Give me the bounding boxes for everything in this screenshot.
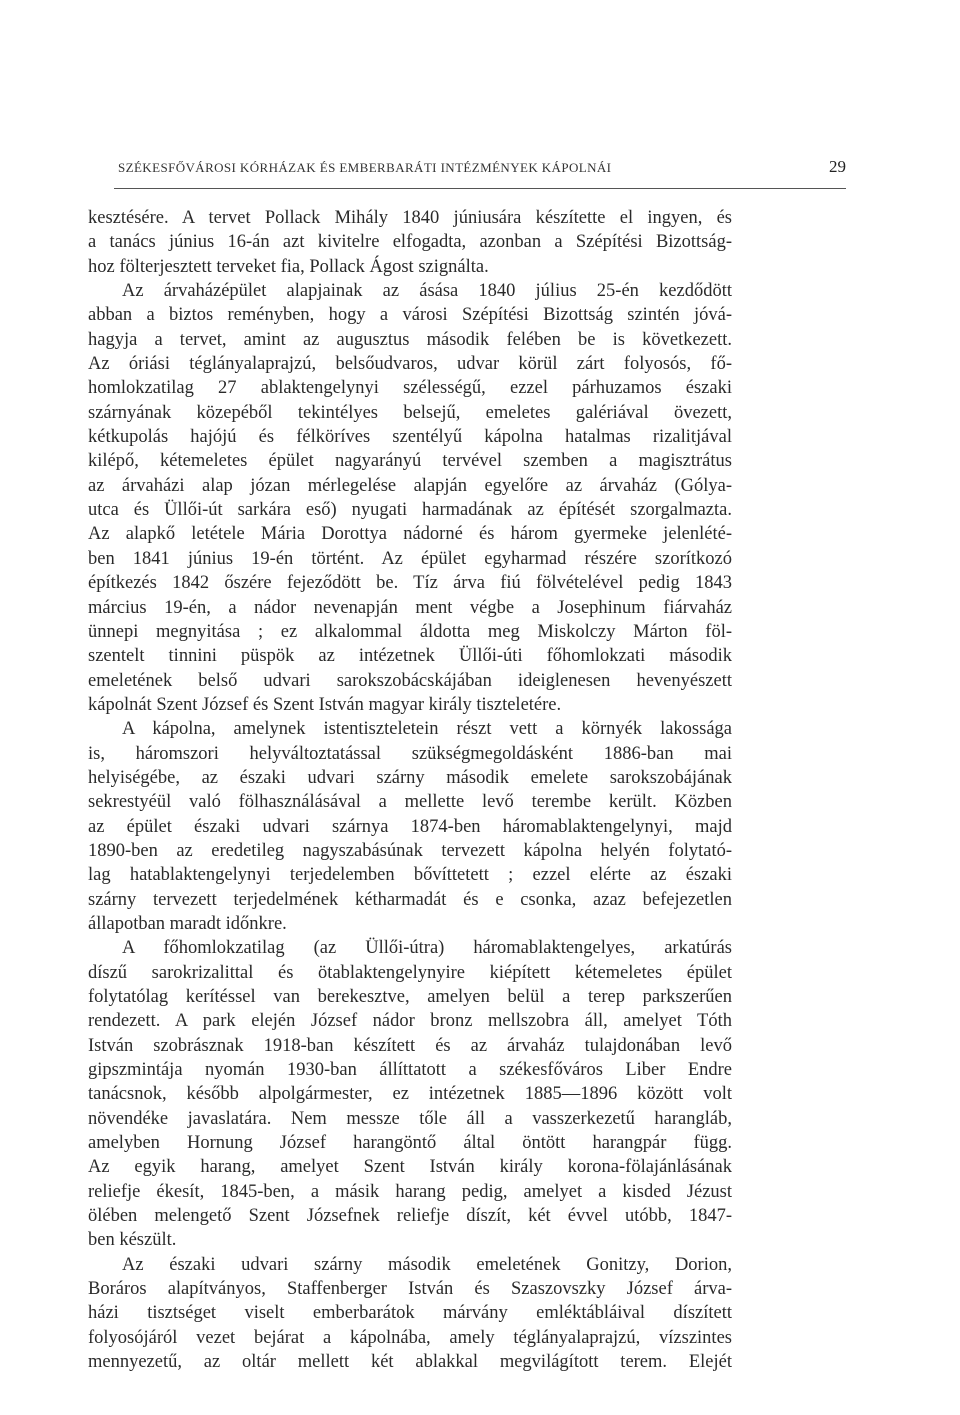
page-number: 29 <box>829 157 846 176</box>
text-line: szárny tervezett terjedelmének kétharmadát és e csonka, azaz befejezetlen <box>88 889 732 910</box>
text-line: emeletének belső udvari sarokszobácskájában ideiglenesen hevenyészett <box>88 670 732 691</box>
running-head <box>114 157 846 182</box>
text-line: hoz fölterjesztett terveket fia, Pollack Ágost szignálta. <box>88 256 489 277</box>
text-line: A főhomlokzatilag (az Üllői-útra) háromablaktengelyes, arkatúrás <box>122 938 732 959</box>
body-text <box>88 206 732 1375</box>
text-line: ünnepi megnyitása ; ez alkalommal áldotta meg Miskolczy Márton föl- <box>88 621 732 642</box>
text-line: homlokzatilag 27 ablaktengelynyi szélességű, ezzel párhuzamos északi <box>88 378 732 399</box>
text-line: Az árvaházépület alapjainak az ásása 1840 július 25-én kezdődött <box>122 281 732 302</box>
text-line: gipszmintája nyomán 1930-ban állíttatott a székesfőváros Liber Endre <box>88 1060 732 1081</box>
text-line: a tanács június 16-án azt kivitelre elfogadta, azonban a Szépítési Bizottság- <box>88 232 732 253</box>
running-title: SZÉKESFŐVÁROSI KÓRHÁZAK ÉS EMBERBARÁTI INTÉZMÉNYEK KÁPOLNÁI <box>118 160 612 175</box>
text-line: házi tisztséget viselt emberbarátok márvány emléktábláival díszített <box>88 1303 732 1324</box>
text-line: Boráros alapítványos, Staffenberger István és Szaszovszky József árva- <box>88 1279 732 1300</box>
text-line: kápolnát Szent József és Szent István magyar király tiszteletére. <box>88 694 562 715</box>
text-line: kesztésére. A tervet Pollack Mihály 1840 júniusára készítette el ingyen, és <box>88 208 732 228</box>
text-line: abban a biztos reményben, hogy a városi Szépítési Bizottság szintén jóvá- <box>88 305 732 326</box>
text-line: szentelt tinnini püspök az intézetnek Üllői-úti főhomlokzati második <box>88 646 732 667</box>
text-line: kétkupolás hajójú és félköríves szentélyű kápolna hatalmas rizalitjával <box>88 427 732 448</box>
text-line: állapotban maradt időnkre. <box>88 913 287 934</box>
text-line: ölében melengető Szent Józsefnek reliefje díszít, két évvel utóbb, 1847- <box>88 1206 732 1227</box>
text-line: növendéke javaslatára. Nem messze tőle áll a vasszerkezetű harangláb, <box>88 1108 732 1129</box>
text-line: folyosójáról vezet bejárat a kápolnába, amely téglányalaprajzú, vízszintes <box>88 1327 732 1348</box>
text-line: Az egyik harang, amelyet Szent István király korona-fölajánlásának <box>88 1157 732 1178</box>
text-line: az épület északi udvari szárnya 1874-ben háromablaktengelynyi, majd <box>88 816 732 837</box>
text-line: március 19-én, a nádor nevenapján ment végbe a Josephinum fiárvaház <box>88 597 732 618</box>
text-line: helyiségébe, az északi udvari szárny második emelete sarokszobájának <box>88 767 732 788</box>
text-line: reliefje ékesít, 1845-ben, a másik harang pedig, amelyet a kisded Jézust <box>88 1181 732 1202</box>
text-line: ben 1841 június 19-én történt. Az épület egyharmad részére szorítkozó <box>88 548 732 569</box>
text-line: építkezés 1842 őszére fejeződött be. Tíz árva fiú fölvételével pedig 1843 <box>88 573 732 594</box>
text-line: kilépő, kétemeletes épület nagyarányú tervével szemben a magisztrátus <box>88 451 732 472</box>
text-line: amelyben Hornung József harangöntő által öntött harangpár függ. <box>88 1133 732 1154</box>
header-rule <box>114 188 846 189</box>
text-line: Az alapkő letétele Mária Dorottya nádorné és három gyermeke jelenlété- <box>88 524 732 545</box>
text-line: folytatólag kerítéssel van berekesztve, amelyen belül a terep parkszerűen <box>88 987 732 1007</box>
text-line: is, háromszori helyváltoztatással szükségmegoldásként 1886-ban mai <box>88 743 732 764</box>
text-line: Az óriási téglányalaprajzú, belsőudvaros, udvar körül zárt folyosós, fő- <box>88 354 732 375</box>
text-line: rendezett. A park elején József nádor bronz mellszobra áll, amelyet Tóth <box>88 1011 732 1032</box>
text-line: az árvaházi alap józan mérlegelése alapján egyelőre az árvaház (Gólya- <box>88 475 732 496</box>
text-line: István szobrásznak 1918-ban készített és az árvaház tulajdonában levő <box>88 1035 732 1056</box>
text-line: sekrestyéül való fölhasználásával a mellette levő terembe került. Közben <box>88 792 732 813</box>
text-line: Az északi udvari szárny második emeletének Gonitzy, Dorion, <box>122 1254 732 1275</box>
text-line: lag hatablaktengelynyi terjedelemben bővíttetett ; ezzel elérte az északi <box>88 865 732 886</box>
text-line: díszű sarokrizalittal és ötablaktengelynyire kiépített kétemeletes épület <box>88 962 732 983</box>
text-line: hagyja a tervet, amint az augusztus második felében be is következett. <box>88 329 732 350</box>
text-line: mennyezetű, az oltár mellett két ablakkal megvilágított terem. Elejét <box>88 1352 732 1373</box>
text-line: ben készült. <box>88 1230 177 1251</box>
text-line: A kápolna, amelynek istentiszteletein részt vett a környék lakossága <box>122 719 732 740</box>
text-line: tanácsnok, később alpolgármester, ez intézetnek 1885—1896 között volt <box>88 1084 732 1105</box>
text-line: szárnyának közepéből tekintélyes belsejű, emeletes galériával övezett, <box>88 402 732 423</box>
text-line: 1890-ben az eredetileg nagyszabásúnak tervezett kápolna helyén folytató- <box>88 840 732 861</box>
text-line: utca és Üllői-út sarkára eső) nyugati harmadának az építését szorgalmazta. <box>88 500 732 521</box>
